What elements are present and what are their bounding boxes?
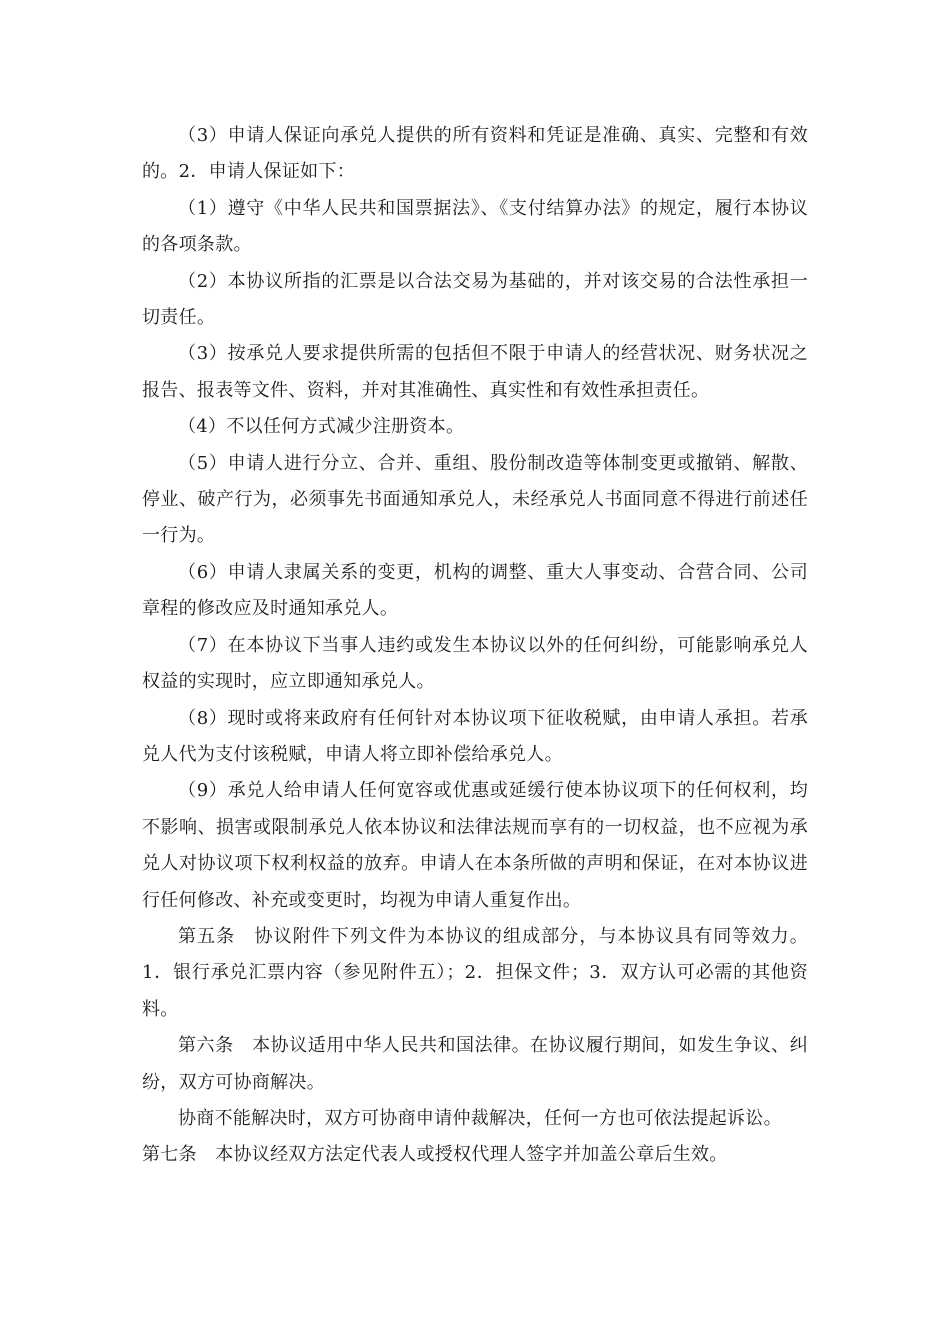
paragraph-guarantee-3: （3）按承兑人要求提供所需的包括但不限于申请人的经营状况、财务状况之报告、报表等文件、资料，并对其准确性、真实性和有效性承担责任。 — [142, 343, 808, 401]
paragraph-article-5: 第五条 协议附件下列文件为本协议的组成部分，与本协议具有同等效力。1．银行承兑汇票内容（参见附件五）；2．担保文件；3．双方认可必需的其他资料。 — [142, 925, 808, 1020]
paragraph-guarantee-5: （5）申请人进行分立、合并、重组、股份制改造等体制变更或撤销、解散、停业、破产行为，必须事先书面通知承兑人，未经承兑人书面同意不得进行前述任一行为。 — [142, 452, 808, 547]
document-page — [142, 118, 808, 1174]
paragraph-guarantee-2: （2）本协议所指的汇票是以合法交易为基础的，并对该交易的合法性承担一切责任。 — [142, 270, 808, 329]
paragraph-guarantee-4: （4）不以任何方式减少注册资本。 — [178, 416, 465, 438]
paragraph-guarantee-8: （8）现时或将来政府有任何针对本协议项下征收税赋，由申请人承担。若承兑人代为支付该税赋，申请人将立即补偿给承兑人。 — [142, 707, 808, 765]
paragraph-guarantee-7: （7）在本协议下当事人违约或发生本协议以外的任何纠纷，可能影响承兑人权益的实现时，应立即通知承兑人。 — [142, 634, 808, 693]
paragraph-guarantee-1: （1）遵守《中华人民共和国票据法》、《支付结算办法》的规定，履行本协议的各项条款。 — [142, 197, 808, 256]
paragraph-guarantee-6: （6）申请人隶属关系的变更，机构的调整、重大人事变动、合营合同、公司章程的修改应及时通知承兑人。 — [142, 561, 808, 620]
paragraph-guarantee-9: （9）承兑人给申请人任何宽容或优惠或延缓行使本协议项下的任何权利，均不影响、损害或限制承兑人依本协议和法律法规而享有的一切权益，也不应视为承兑人对协议项下权利权益的放弃。申请人在本条所做的声明和保证，在对本协议进行任何修改、补充或变更时，均视为申请人重复作出。 — [142, 780, 808, 911]
paragraph-clause-3: （3）申请人保证向承兑人提供的所有资料和凭证是准确、真实、完整和有效的。2．申请人保证如下： — [142, 125, 808, 183]
paragraph-article-6: 第六条 本协议适用中华人民共和国法律。在协议履行期间，如发生争议、纠纷，双方可协商解决。 — [142, 1035, 808, 1093]
paragraph-article-7: 第七条 本协议经双方法定代表人或授权代理人签字并加盖公章后生效。 — [142, 1144, 728, 1166]
paragraph-arbitration: 协商不能解决时，双方可协商申请仲裁解决，任何一方也可依法提起诉讼。 — [178, 1107, 782, 1129]
